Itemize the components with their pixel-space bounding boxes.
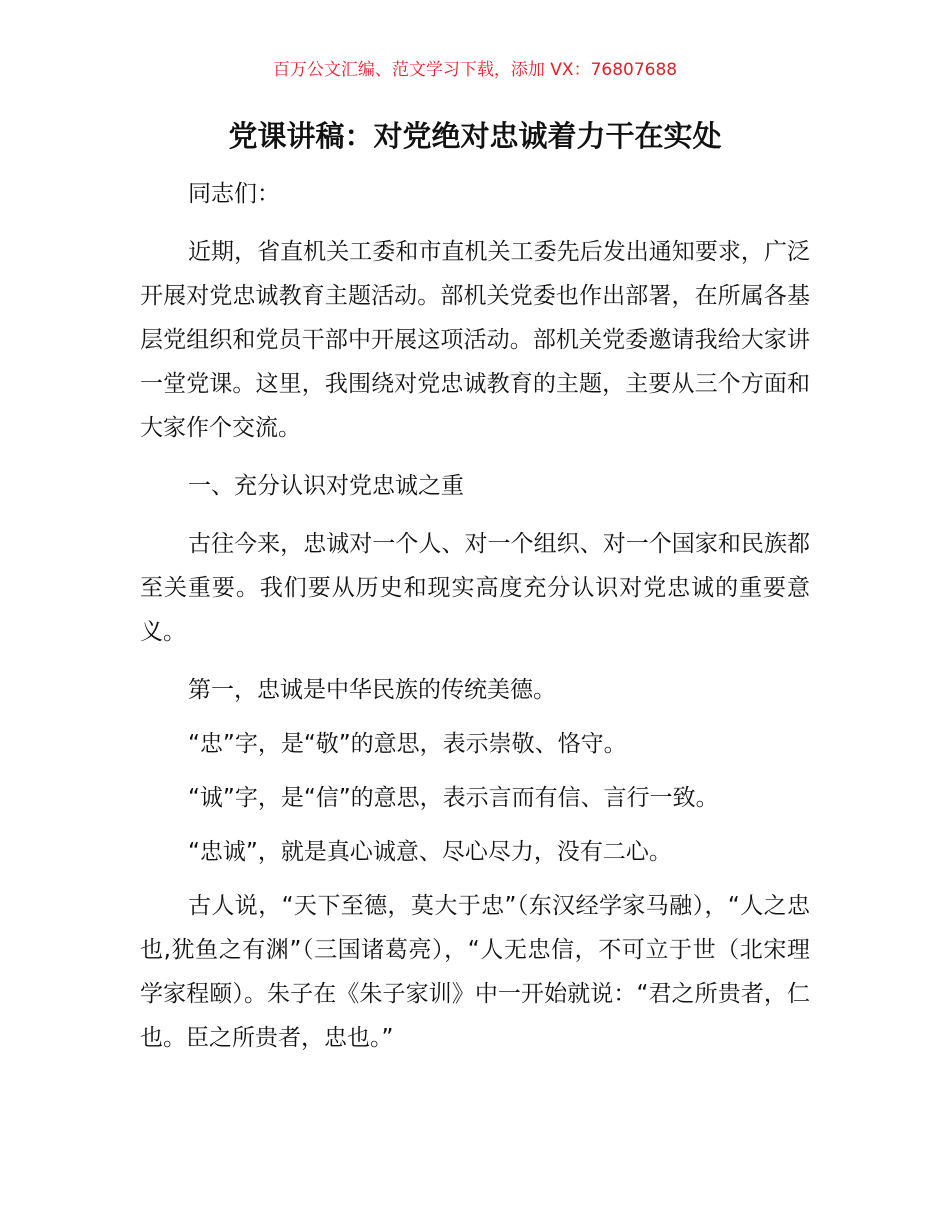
paragraph-zhong-meaning: “忠”字，是“敬”的意思，表示崇敬、恪守。 xyxy=(188,731,627,757)
document-body xyxy=(140,172,810,1060)
subheading-first-point: 第一，忠诚是中华民族的传统美德。 xyxy=(188,677,556,703)
document-title: 党课讲稿：对党绝对忠诚着力干在实处 xyxy=(228,119,722,153)
paragraph-importance: 古往今来，忠诚对一个人、对一个组织、对一个国家和民族都至关重要。我们要从历史和现实高度充分认识对党忠诚的重要意义。 xyxy=(140,531,810,645)
salutation: 同志们： xyxy=(188,181,280,207)
paragraph-intro: 近期，省直机关工委和市直机关工委先后发出通知要求，广泛开展对党忠诚教育主题活动。部机关党委也作出部署，在所属各基层党组织和党员干部中开展这项活动。部机关党委邀请我给大家讲一堂党课。这里，我围绕对党忠诚教育的主题，主要从三个方面和大家作个交流。 xyxy=(140,239,810,441)
paragraph-zhongcheng-meaning: “忠诚”，就是真心诚意、尽心尽力，没有二心。 xyxy=(188,839,672,865)
section-heading-1: 一、充分认识对党忠诚之重 xyxy=(188,473,464,499)
header-watermark-note: 百万公文汇编、范文学习下载，添加 VX：76807688 xyxy=(272,60,678,80)
paragraph-cheng-meaning: “诚”字，是“信”的意思，表示言而有信、言行一致。 xyxy=(188,785,719,811)
paragraph-ancient-quotes: 古人说，“天下至德，莫大于忠”（东汉经学家马融），“人之忠也,犹鱼之有渊”（三国诸葛亮），“人无忠信，不可立于世（北宋理学家程颐）。朱子在《朱子家训》中一开始就说：“君之所贵者，仁也。臣之所贵者，忠也。” xyxy=(140,893,810,1051)
